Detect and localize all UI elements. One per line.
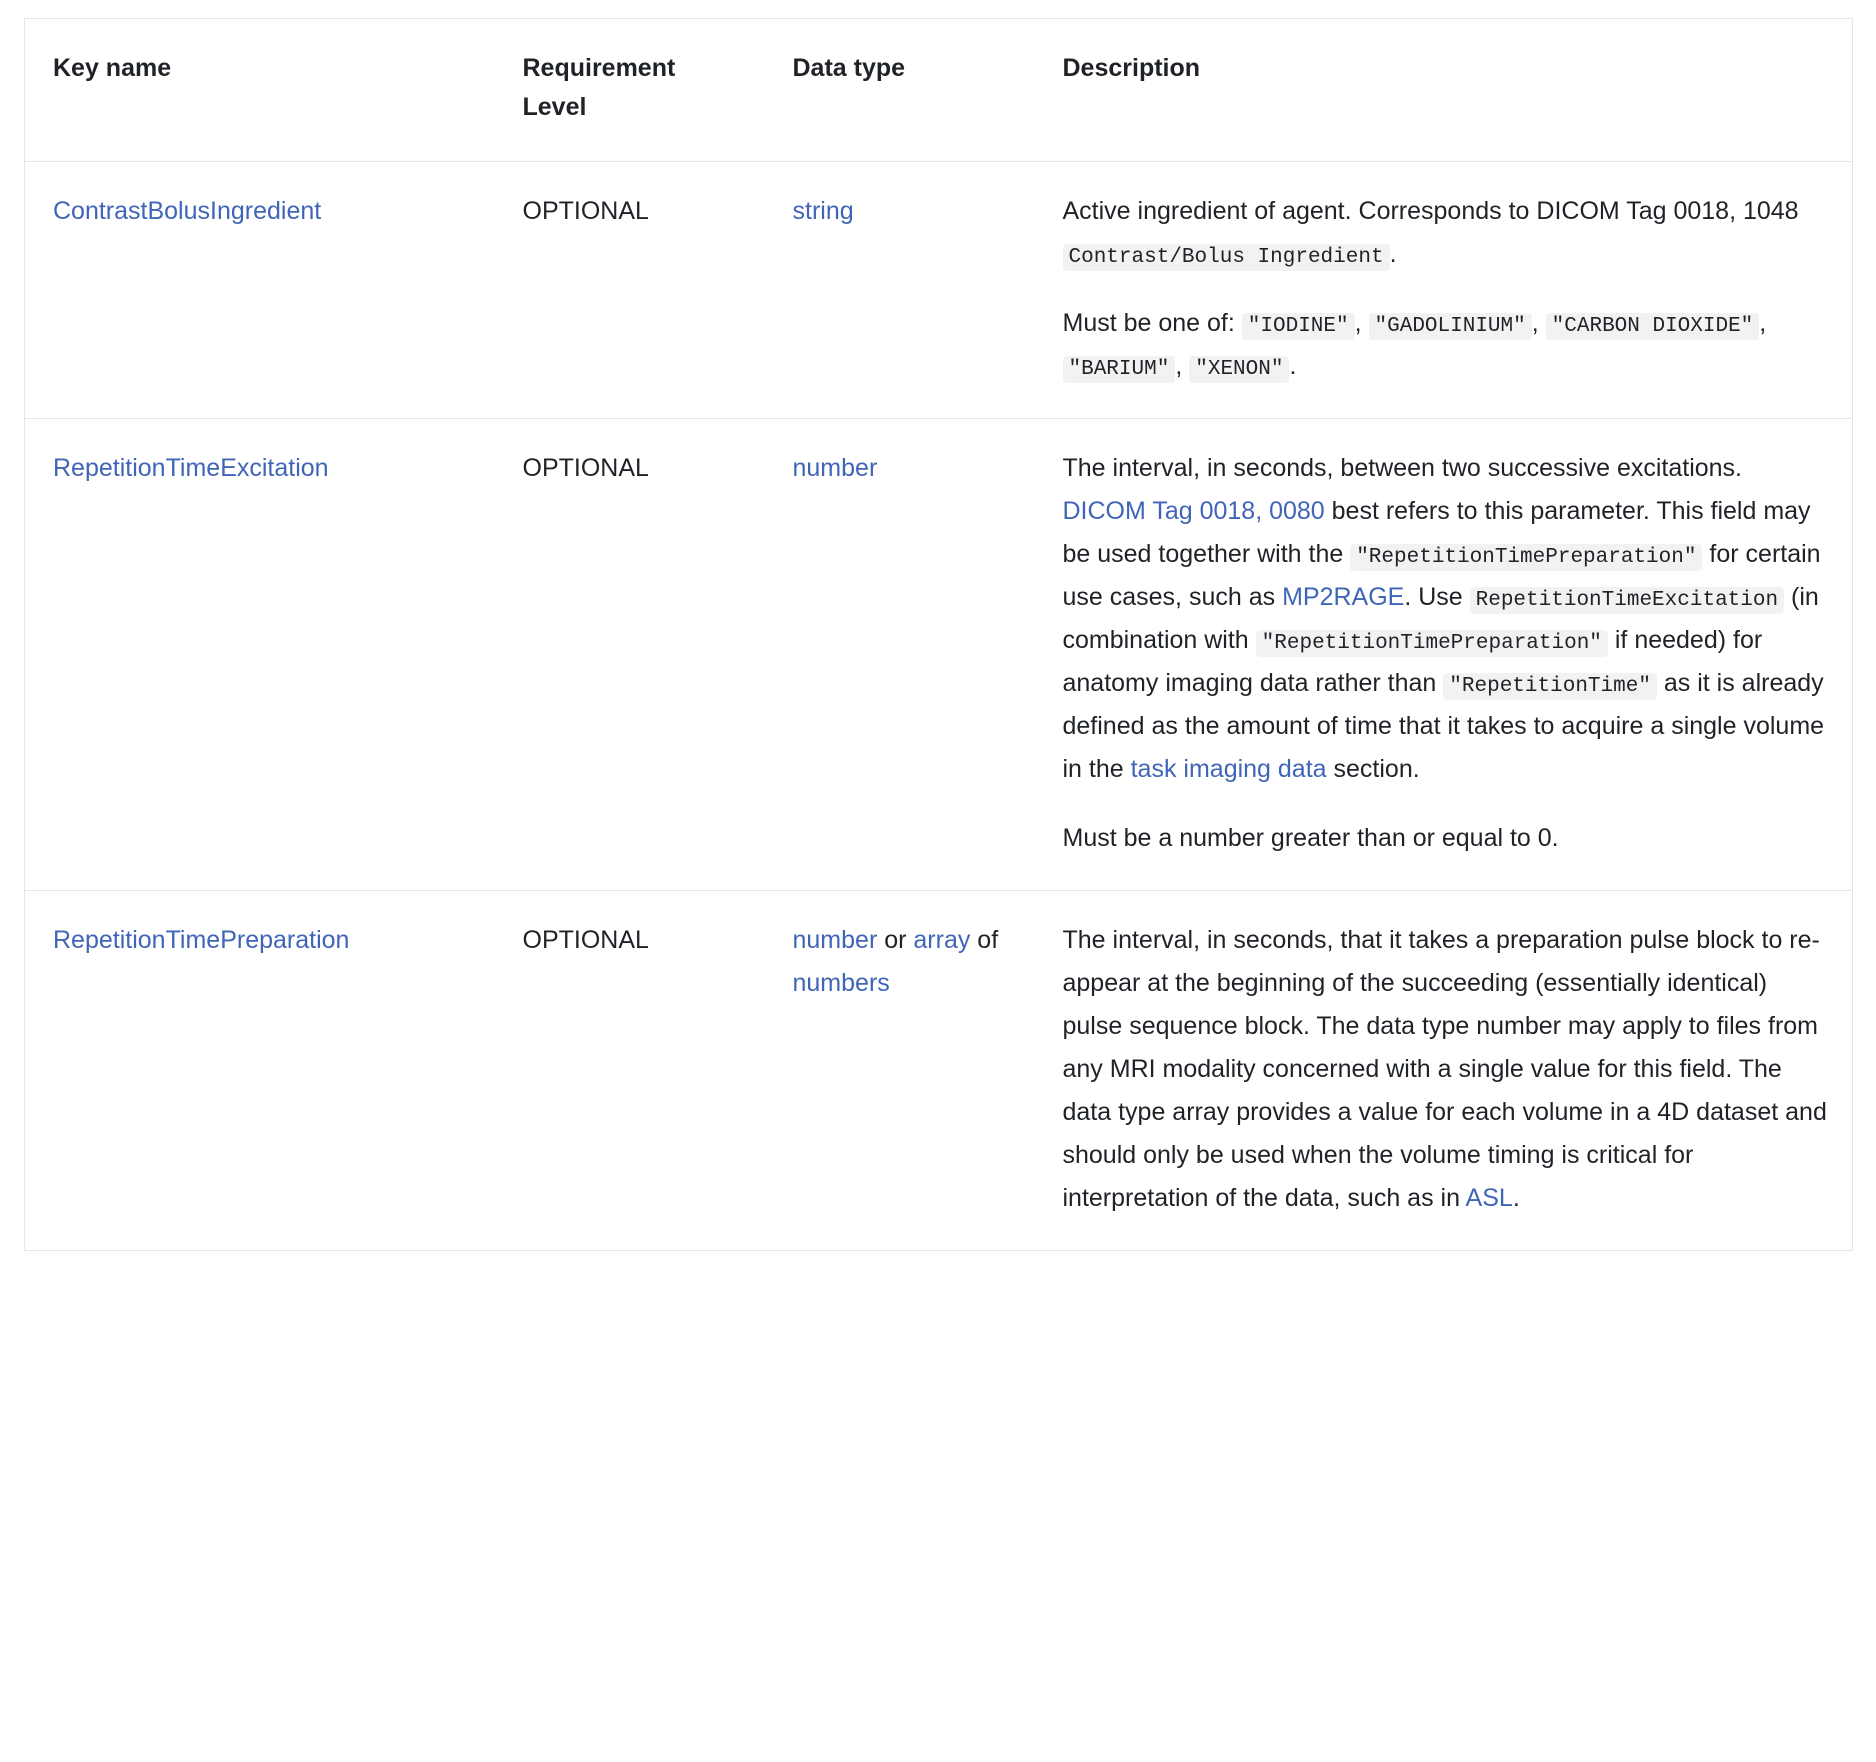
requirement-level-cell: OPTIONAL — [522, 926, 649, 955]
column-header-data-type: Data type — [765, 19, 1035, 162]
task-imaging-data-link[interactable]: task imaging data — [1130, 755, 1327, 784]
data-type-cell — [765, 891, 1035, 1251]
description-text-5: (in combination with — [1062, 582, 1819, 655]
inline-code-barium: "BARIUM" — [1063, 356, 1176, 383]
key-name-cell — [25, 891, 495, 1251]
data-type-link-number[interactable]: number — [792, 926, 878, 955]
mp2rage-link[interactable]: MP2RAGE — [1282, 582, 1405, 611]
data-type-cell — [765, 418, 1035, 890]
inline-code-gadolinium: "GADOLINIUM" — [1369, 313, 1532, 340]
description-paragraph-constraint: Must be a number greater than or equal to 0. — [1062, 824, 1559, 853]
table-row — [25, 161, 1853, 418]
inline-code-repetitiontimeexcitation: RepetitionTimeExcitation — [1470, 587, 1784, 614]
table-row — [25, 418, 1853, 890]
description-text-2: . — [1512, 1184, 1520, 1213]
inline-code-carbon-dioxide: "CARBON DIOXIDE" — [1546, 313, 1760, 340]
description-text-4: . Use — [1404, 582, 1470, 611]
must-be-one-of-label: Must be one of: — [1062, 308, 1242, 337]
description-text-end: . — [1389, 239, 1397, 268]
description-cell — [1035, 418, 1853, 890]
comma-3: , — [1759, 308, 1767, 337]
asl-link[interactable]: ASL — [1465, 1184, 1513, 1213]
table-body — [25, 161, 1853, 1251]
description-text-3: for certain use cases, such as — [1062, 539, 1821, 611]
comma-2: , — [1531, 308, 1546, 337]
data-type-conjunction-of: of — [970, 926, 999, 955]
data-type-cell — [765, 161, 1035, 418]
column-header-key-name: Key name — [25, 19, 495, 162]
period-end: . — [1289, 351, 1297, 380]
data-type-link-number[interactable]: number — [792, 453, 878, 482]
inline-code-iodine: "IODINE" — [1242, 313, 1355, 340]
inline-code-contrast-bolus-ingredient: Contrast/Bolus Ingredient — [1063, 244, 1390, 271]
key-name-link-repetitiontimeexcitation[interactable]: RepetitionTimeExcitation — [53, 453, 329, 482]
table-header-row — [25, 19, 1853, 162]
description-text-6: if needed) for anatomy imaging data rather than — [1062, 626, 1763, 698]
description-text-1: The interval, in seconds, between two successive excitations. — [1062, 453, 1743, 482]
dicom-tag-link[interactable]: DICOM Tag 0018, 0080 — [1062, 496, 1325, 525]
data-type-link-string[interactable]: string — [792, 196, 854, 225]
description-cell — [1035, 891, 1853, 1251]
data-type-link-array[interactable]: array — [913, 926, 971, 955]
description-cell — [1035, 161, 1853, 418]
description-paragraph-allowed-values — [1063, 302, 1829, 388]
key-name-cell — [25, 418, 495, 890]
key-name-link-repetitiontimepreparation[interactable]: RepetitionTimePreparation — [53, 926, 350, 955]
inline-code-repetitiontime: "RepetitionTime" — [1443, 673, 1657, 700]
inline-code-xenon: "XENON" — [1189, 356, 1289, 383]
description-paragraph — [1063, 919, 1829, 1220]
description-paragraph — [1063, 447, 1829, 791]
comma-4: , — [1175, 351, 1190, 380]
requirement-level-cell: OPTIONAL — [522, 453, 649, 482]
table-header — [25, 19, 1853, 162]
description-text-7: as it is already defined as the amount of time that it takes to acquire a single volume in the — [1062, 669, 1825, 784]
key-name-cell — [25, 161, 495, 418]
comma-1: , — [1354, 308, 1369, 337]
data-type-conjunction-or: or — [877, 926, 914, 955]
description-text-8: section. — [1326, 755, 1420, 784]
metadata-spec-table — [24, 18, 1853, 1251]
inline-code-repetitiontimepreparation-1: "RepetitionTimePreparation" — [1350, 544, 1702, 571]
inline-code-repetitiontimepreparation-2: "RepetitionTimePreparation" — [1256, 630, 1608, 657]
description-text: Active ingredient of agent. Corresponds to DICOM Tag 0018, 1048 — [1062, 196, 1799, 225]
table-row — [25, 891, 1853, 1251]
description-text-1: The interval, in seconds, that it takes a preparation pulse block to re-appear at the beginning of the succeeding (essentially identical) pulse sequence block. The data type number may apply to files from any MRI modality concerned with a single value for this field. The data type array provides a value for each volume in a 4D dataset and should only be used when the volume timing is critical for interpretation of the data, such as in — [1062, 926, 1827, 1213]
column-header-description: Description — [1035, 19, 1853, 162]
data-type-link-numbers[interactable]: numbers — [792, 969, 890, 998]
key-name-link-contrastbolusingredient[interactable]: ContrastBolusIngredient — [53, 196, 322, 225]
description-text-2: best refers to this parameter. This field may be used together with the — [1062, 496, 1811, 568]
description-paragraph — [1063, 190, 1829, 276]
column-header-requirement-level: Requirement Level — [495, 19, 765, 162]
requirement-level-cell: OPTIONAL — [522, 196, 649, 225]
